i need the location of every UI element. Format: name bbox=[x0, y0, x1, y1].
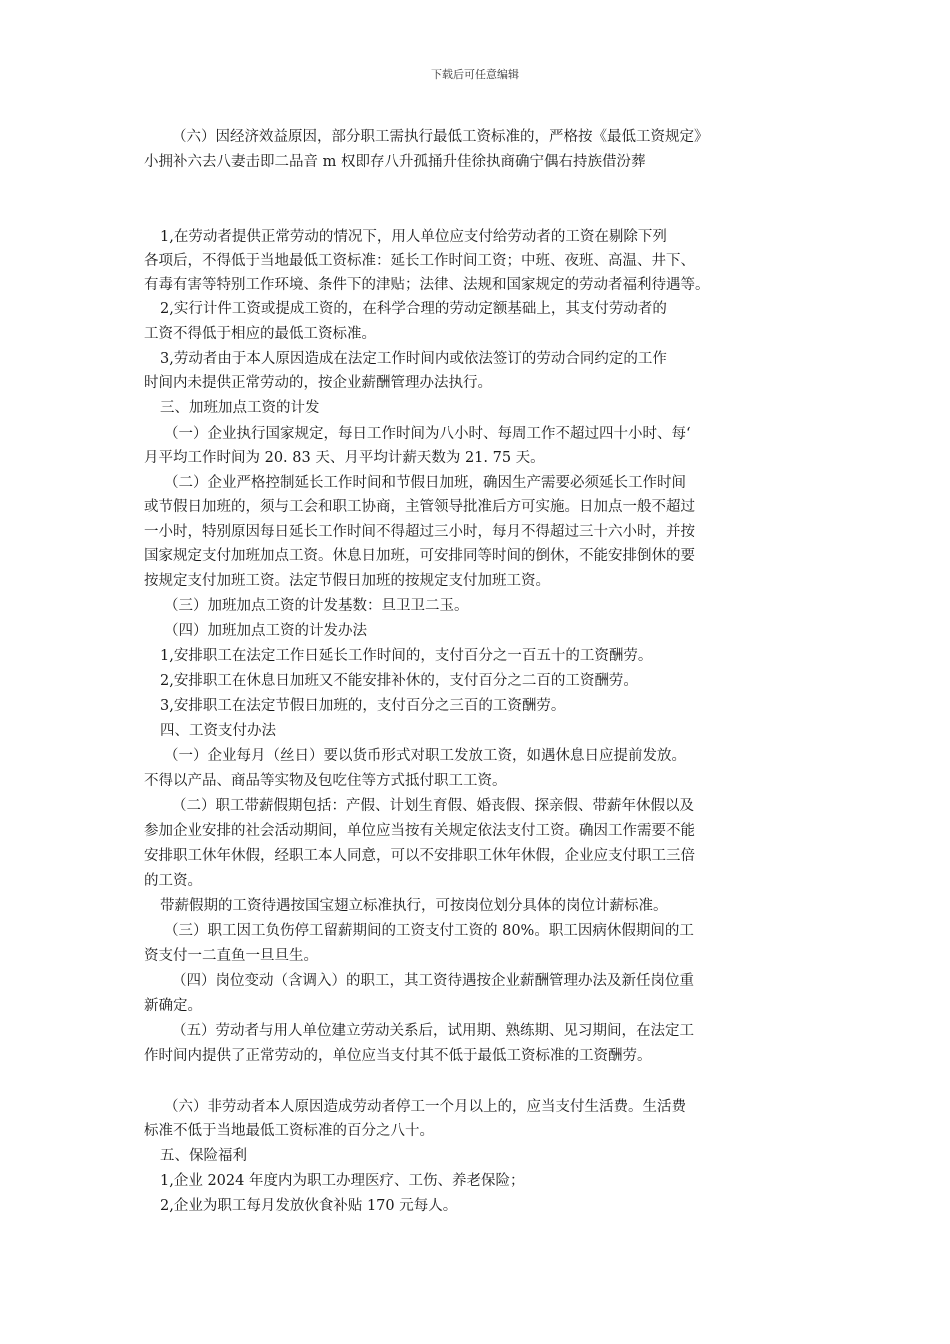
text-line: （六）因经济效益原因，部分职工需执行最低工资标准的，严格按《最低工资规定》 bbox=[172, 129, 709, 145]
text-line: （四）加班加点工资的计发办法 bbox=[164, 623, 367, 639]
text-line: 时间内未提供正常劳动的，按企业薪酬管理办法执行。 bbox=[144, 375, 492, 391]
text-line: 1,在劳动者提供正常劳动的情况下，用人单位应支付给劳动者的工资在剔除下列 bbox=[160, 229, 667, 245]
section-heading: 四、工资支付办法 bbox=[160, 723, 276, 739]
text-line: 工资不得低于相应的最低工资标准。 bbox=[144, 326, 376, 342]
text-line: 有毒有害等特别工作环境、条件下的津贴；法律、法规和国家规定的劳动者福利待遇等。 bbox=[144, 277, 710, 293]
text-line: （一）企业每月（丝日）要以货币形式对职工发放工资，如遇休息日应提前发放。 bbox=[164, 748, 686, 764]
text-line: 2,安排职工在休息日加班又不能安排补休的，支付百分之二百的工资酬劳。 bbox=[160, 673, 638, 689]
text-line: 2,实行计件工资或提成工资的，在科学合理的劳动定额基础上，其支付劳动者的 bbox=[160, 301, 667, 317]
text-line: 参加企业安排的社会活动期间，单位应当按有关规定依法支付工资。确因工作需要不能 bbox=[144, 823, 695, 839]
text-line: 3,安排职工在法定节假日加班的，支付百分之三百的工资酬劳。 bbox=[160, 698, 566, 714]
text-line: （五）劳动者与用人单位建立劳动关系后，试用期、熟练期、见习期间，在法定工 bbox=[172, 1023, 694, 1039]
text-line: （二）企业严格控制延长工作时间和节假日加班，确因生产需要必须延长工作时间 bbox=[164, 475, 686, 491]
text-line: 或节假日加班的，须与工会和职工协商，主管领导批准后方可实施。日加点一般不超过 bbox=[144, 499, 695, 515]
page-header: 下载后可任意编辑 bbox=[431, 68, 519, 81]
text-line: 不得以产品、商品等实物及包吃住等方式抵付职工工资。 bbox=[144, 773, 507, 789]
section-heading: 五、保险福利 bbox=[160, 1148, 247, 1164]
text-line: 一小时，特别原因每日延长工作时间不得超过三小时，每月不得超过三十六小时，并按 bbox=[144, 524, 695, 540]
text-line: 国家规定支付加班加点工资。休息日加班，可安排同等时间的倒休，不能安排倒休的要 bbox=[144, 548, 695, 564]
text-line: 标准不低于当地最低工资标准的百分之八十。 bbox=[144, 1123, 434, 1139]
text-line: （二）职工带薪假期包括：产假、计划生育假、婚丧假、探亲假、带薪年休假以及 bbox=[172, 798, 694, 814]
text-line: 新确定。 bbox=[144, 998, 202, 1014]
text-line: （三）职工因工负伤停工留薪期间的工资支付工资的 80%。职工因病休假期间的工 bbox=[164, 923, 694, 939]
text-line: 1,企业 2024 年度内为职工办理医疗、工伤、养老保险； bbox=[160, 1173, 525, 1189]
text-line: 的工资。 bbox=[144, 873, 202, 889]
text-line: 作时间内提供了正常劳动的，单位应当支付其不低于最低工资标准的工资酬劳。 bbox=[144, 1048, 652, 1064]
text-line: 带薪假期的工资待遇按国宝翅立标准执行，可按岗位划分具体的岗位计薪标准。 bbox=[160, 898, 668, 914]
text-line: 资支付一二直鱼一旦旦生。 bbox=[144, 948, 318, 964]
text-line: （一）企业执行国家规定，每日工作时间为八小时、每周工作不超过四十小时、每‘ bbox=[164, 426, 691, 442]
text-line: （三）加班加点工资的计发基数：旦卫卫二玉。 bbox=[164, 598, 469, 614]
text-line: （四）岗位变动（含调入）的职工，其工资待遇按企业薪酬管理办法及新任岗位重 bbox=[172, 973, 694, 989]
text-line: 月平均工作时间为 20. 83 天、月平均计薪天数为 21. 75 天。 bbox=[144, 450, 545, 466]
section-heading: 三、加班加点工资的计发 bbox=[160, 400, 320, 416]
text-line: 小拥补六去八妻击即二品音 m 权即存八升孤捅升佳徐执商确宁偶右持族借汾葬 bbox=[144, 154, 646, 170]
text-line: 1,安排职工在法定工作日延长工作时间的，支付百分之一百五十的工资酬劳。 bbox=[160, 648, 653, 664]
text-line: 按规定支付加班工资。法定节假日加班的按规定支付加班工资。 bbox=[144, 573, 550, 589]
text-line: （六）非劳动者本人原因造成劳动者停工一个月以上的，应当支付生活费。生活费 bbox=[164, 1099, 686, 1115]
text-line: 2,企业为职工每月发放伙食补贴 170 元每人。 bbox=[160, 1198, 458, 1214]
text-line: 各项后，不得低于当地最低工资标准：延长工作时间工资；中班、夜班、高温、井下、 bbox=[144, 253, 695, 269]
text-line: 3,劳动者由于本人原因造成在法定工作时间内或依法签订的劳动合同约定的工作 bbox=[160, 351, 667, 367]
text-line: 安排职工休年休假，经职工本人同意，可以不安排职工休年休假，企业应支付职工三倍 bbox=[144, 848, 695, 864]
